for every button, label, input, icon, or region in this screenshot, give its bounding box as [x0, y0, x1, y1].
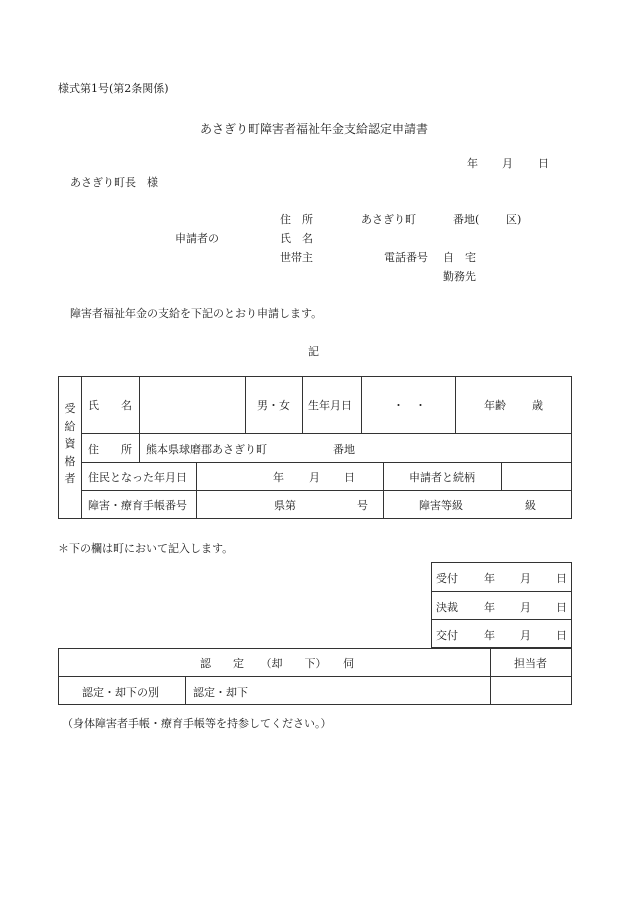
age-label: 年齢 [484, 399, 506, 412]
recipient-banchi-label: 番地 [333, 443, 355, 456]
phone-home-label: 自 宅 [443, 251, 476, 264]
recipient-address-label: 住 所 [88, 443, 132, 456]
office-row-label: 交付 [436, 629, 458, 642]
decision-header: 認 定 （却 下） 伺 [200, 657, 354, 670]
handbook-number-label: 障害・療育手帳番号 [88, 499, 187, 512]
ki-heading: 記 [308, 345, 319, 358]
office-month-label: 月 [520, 601, 531, 614]
householder-label: 世帯主 [280, 251, 313, 264]
applicant-address-label: 住 所 [280, 213, 313, 226]
applicant-ku-label: 区) [506, 213, 522, 226]
phone-label: 電話番号 [384, 251, 428, 264]
applicant-name-label: 氏 名 [280, 232, 313, 245]
date-day-label: 日 [538, 157, 549, 170]
phone-work-label: 勤務先 [443, 270, 476, 283]
prefecture-number-label: 県第 [274, 499, 296, 512]
resident-date-label: 住民となった年月日 [88, 471, 187, 484]
resident-year-label: 年 [273, 471, 284, 484]
decision-type-value: 認定・却下 [193, 686, 248, 699]
office-month-label: 月 [520, 572, 531, 585]
addressee: あさぎり町長 様 [70, 176, 158, 189]
office-use-note: ＊下の欄は町において記入します。 [58, 542, 234, 555]
staff-label: 担当者 [514, 657, 547, 670]
dob-label: 生年月日 [308, 399, 352, 412]
form-title: あさぎり町障害者福祉年金支給認定申請書 [200, 122, 429, 136]
applicant-banchi-label: 番地( [453, 213, 480, 226]
recipient-name-label: 氏 名 [88, 399, 132, 412]
grade-unit: 級 [525, 499, 536, 512]
decision-type-label: 認定・却下の別 [82, 686, 159, 699]
recipient-address-value: 熊本県球磨郡あさぎり町 [146, 443, 267, 456]
date-year-label: 年 [467, 157, 478, 170]
office-month-label: 月 [520, 629, 531, 642]
number-unit: 号 [357, 499, 368, 512]
office-day-label: 日 [556, 629, 567, 642]
application-statement: 障害者福祉年金の支給を下記のとおり申請します。 [70, 307, 323, 320]
office-year-label: 年 [484, 601, 495, 614]
sex-options: 男・女 [257, 399, 290, 412]
form-number: 様式第1号(第2条関係) [58, 82, 169, 95]
office-day-label: 日 [556, 572, 567, 585]
office-year-label: 年 [484, 629, 495, 642]
dob-separators: ・ ・ [393, 399, 426, 412]
disability-grade-label: 障害等級 [419, 499, 463, 512]
resident-month-label: 月 [309, 471, 320, 484]
relation-label: 申請者と続柄 [409, 471, 475, 484]
office-row-label: 決裁 [436, 601, 458, 614]
resident-day-label: 日 [344, 471, 355, 484]
office-year-label: 年 [484, 572, 495, 585]
date-month-label: 月 [502, 157, 513, 170]
applicant-label: 申請者の [175, 232, 219, 245]
office-row-label: 受付 [436, 572, 458, 585]
recipient-side-label: 受 給 資 格 者 [64, 402, 76, 485]
applicant-address-value: あさぎり町 [361, 213, 416, 226]
footer-note: （身体障害者手帳・療育手帳等を持参してください。） [62, 717, 332, 730]
age-unit: 歳 [532, 399, 543, 412]
office-day-label: 日 [556, 601, 567, 614]
